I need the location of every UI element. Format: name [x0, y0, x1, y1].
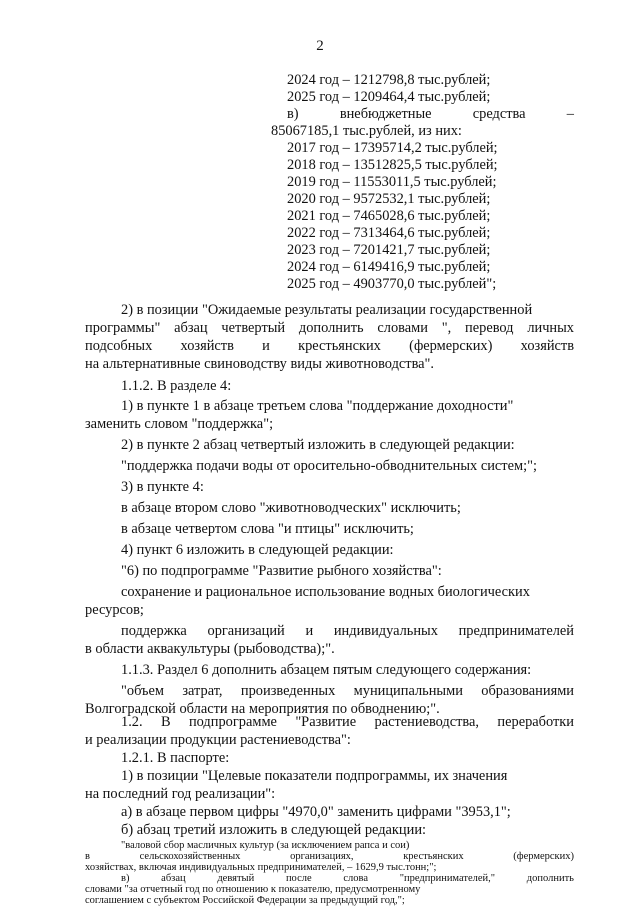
word: предпринимателей: [458, 623, 574, 639]
justified-line: [121, 683, 574, 700]
paragraph-line: сохранение и рациональное использование водных биологических: [121, 584, 530, 600]
paragraph-line: 2) в позиции "Ожидаемые результаты реализации государственной: [121, 302, 533, 318]
word: словами: [377, 320, 428, 336]
paragraph-line: а) в абзаце первом цифры "4970,0" заменить цифрами "3953,1";: [121, 804, 511, 820]
word: крестьянских: [403, 851, 464, 862]
paragraph-line: 4) пункт 6 изложить в следующей редакции:: [121, 542, 394, 558]
word: (фермерских): [409, 338, 493, 354]
word: сельскохозяйственных: [139, 851, 241, 862]
word: после: [285, 873, 312, 884]
word: абзац: [174, 320, 208, 336]
paragraph-line: "валовой сбор масличных культур (за исключением рапса и сои): [121, 840, 410, 851]
paragraph-line: 1) в пункте 1 в абзаце третьем слова "поддержание доходности": [121, 398, 514, 414]
budget-year-line: 2025 год – 4903770,0 тыс.рублей";: [287, 276, 497, 292]
paragraph-line: соглашением с субъектом Российской Федерации за предыдущий год,";: [85, 895, 405, 906]
paragraph-line: в абзаце втором слово "животноводческих" исключить;: [121, 500, 461, 516]
justified-line: [121, 623, 574, 640]
word: хозяйств: [520, 338, 574, 354]
word: организациях,: [290, 851, 354, 862]
offbudget-line: [287, 106, 574, 123]
justified-line: [85, 338, 574, 355]
word: абзац: [161, 873, 186, 884]
justified-line: [121, 714, 574, 731]
word: внебюджетные: [339, 106, 432, 122]
paragraph-line: в абзаце четвертом слова "и птицы" исключить;: [121, 521, 414, 537]
paragraph-line: "поддержка подачи воды от оросительно-обводнительных систем;";: [121, 458, 537, 474]
paragraph-line: на последний год реализации":: [85, 786, 276, 802]
word: переработки: [497, 714, 574, 730]
word: растениеводства,: [374, 714, 480, 730]
paragraph-line: ресурсов;: [85, 602, 144, 618]
word: перевод: [465, 320, 514, 336]
budget-year-line: 2023 год – 7201421,7 тыс.рублей;: [287, 242, 491, 258]
paragraph-line: словами "за отчетный год по отношению к показателю, предусмотренному: [85, 884, 421, 895]
word: в): [121, 873, 130, 884]
offbudget-total: 85067185,1 тыс.рублей, из них:: [271, 123, 462, 139]
word: девятый: [217, 873, 255, 884]
budget-year-line: 2021 год – 7465028,6 тыс.рублей;: [287, 208, 491, 224]
word: в): [287, 106, 299, 122]
justified-line: [85, 320, 574, 337]
word: –: [566, 106, 574, 122]
word: дополнить: [298, 320, 364, 336]
budget-year-line: 2020 год – 9572532,1 тыс.рублей;: [287, 191, 491, 207]
justified-line: [121, 873, 574, 884]
word: и: [262, 338, 270, 354]
page-number: 2: [316, 38, 324, 54]
word: (фермерских): [513, 851, 574, 862]
word: в: [85, 851, 90, 862]
word: дополнить: [526, 873, 574, 884]
word: слова: [343, 873, 368, 884]
section-heading: 1.1.2. В разделе 4:: [121, 378, 232, 394]
word: крестьянских: [298, 338, 381, 354]
word: "Развитие: [295, 714, 357, 730]
word: ",: [441, 320, 452, 336]
justified-line: [85, 851, 574, 862]
word: муниципальными: [353, 683, 463, 699]
word: В: [160, 714, 171, 730]
word: и: [305, 623, 314, 639]
word: четвертый: [221, 320, 286, 336]
paragraph-line: Волгоградской области на мероприятия по обводнению;".: [85, 701, 440, 717]
paragraph-line: и реализации продукции растениеводства":: [85, 732, 351, 748]
word: индивидуальных: [333, 623, 438, 639]
word: подсобных: [85, 338, 153, 354]
word: затрат,: [182, 683, 223, 699]
word: 1.2.: [121, 714, 143, 730]
word: средства: [472, 106, 526, 122]
paragraph-line: в области аквакультуры (рыбоводства);".: [85, 641, 335, 657]
word: организаций: [207, 623, 285, 639]
budget-year-line: 2024 год – 6149416,9 тыс.рублей;: [287, 259, 491, 275]
budget-year-line: 2022 год – 7313464,6 тыс.рублей;: [287, 225, 491, 241]
paragraph-line: 1) в позиции "Целевые показатели подпрограммы, их значения: [121, 768, 508, 784]
paragraph-line: 3) в пункте 4:: [121, 479, 204, 495]
word: хозяйств: [180, 338, 234, 354]
word: "предпринимателей,": [399, 873, 496, 884]
word: личных: [527, 320, 574, 336]
section-heading: 1.2.1. В паспорте:: [121, 750, 230, 766]
budget-year-line: 2017 год – 17395714,2 тыс.рублей;: [287, 140, 498, 156]
budget-year-line: 2018 год – 13512825,5 тыс.рублей;: [287, 157, 498, 173]
word: "объем: [121, 683, 164, 699]
word: образованиями: [481, 683, 574, 699]
word: программы": [85, 320, 161, 336]
word: произведенных: [240, 683, 336, 699]
paragraph-line: заменить словом "поддержка";: [85, 416, 274, 432]
word: поддержка: [121, 623, 187, 639]
section-heading: 1.1.3. Раздел 6 дополнить абзацем пятым следующего содержания:: [121, 662, 532, 678]
budget-line-2024-a: 2024 год – 1212798,8 тыс.рублей;: [287, 72, 491, 88]
budget-year-line: 2019 год – 11553011,5 тыс.рублей;: [287, 174, 497, 190]
paragraph-line: "6) по подпрограмме "Развитие рыбного хозяйства":: [121, 563, 442, 579]
budget-line-2025-a: 2025 год – 1209464,4 тыс.рублей;: [287, 89, 491, 105]
paragraph-line: 2) в пункте 2 абзац четвертый изложить в следующей редакции:: [121, 437, 515, 453]
paragraph-line: хозяйствах, включая индивидуальных предпринимателей, – 1629,9 тыс.тонн;";: [85, 862, 437, 873]
paragraph-line: на альтернативные свиноводству виды животноводства".: [85, 356, 435, 372]
paragraph-line: б) абзац третий изложить в следующей редакции:: [121, 822, 427, 838]
word: подпрограмме: [188, 714, 277, 730]
